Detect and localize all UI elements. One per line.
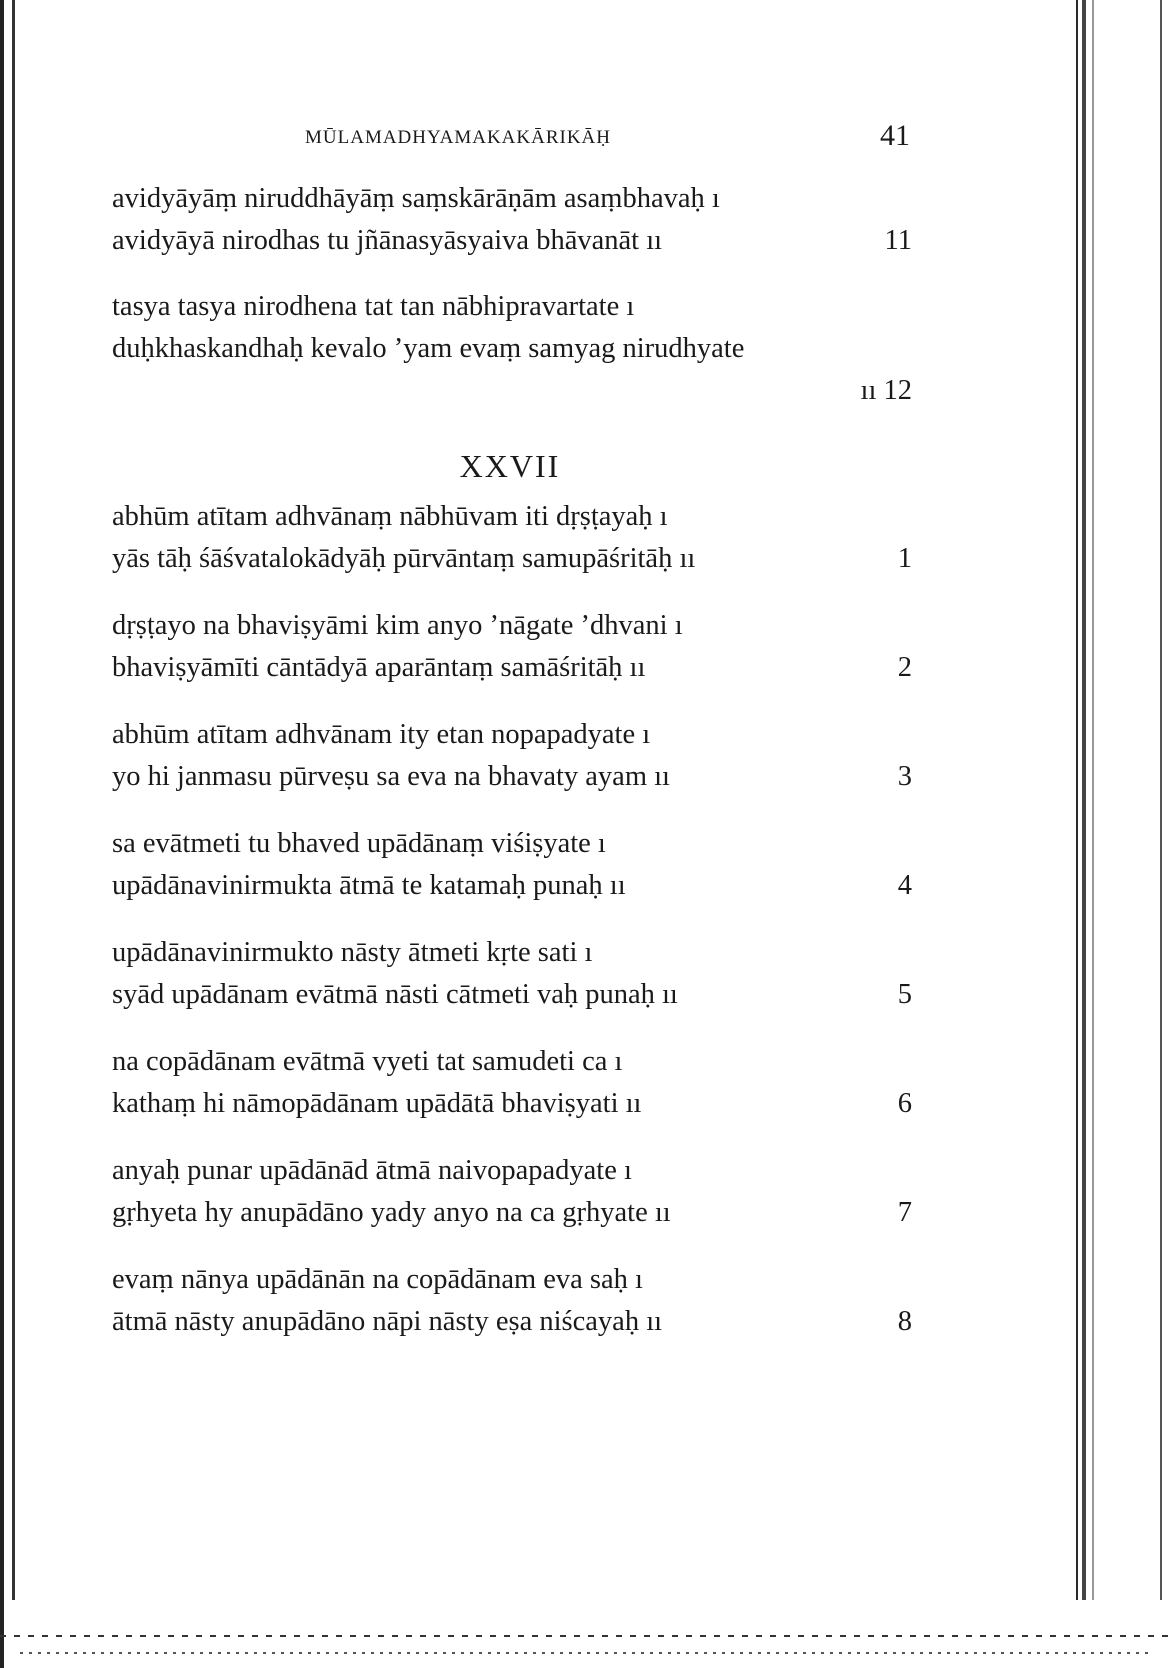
binding-edge — [1076, 0, 1078, 1600]
verse-line: upādānavinirmukta ātmā te katamaḥ punaḥ ıı — [112, 870, 626, 901]
verse-number: 11 — [884, 225, 912, 256]
verse-line: avidyāyā nirodhas tu jñānasyāsyaiva bhāvanāt ıı — [112, 225, 663, 256]
verse-line: na copādānam evātmā vyeti tat samudeti ca ı — [112, 1046, 623, 1077]
running-title: MŪLAMADHYAMAKAKĀRIKĀḤ — [305, 127, 611, 148]
verse-number: 2 — [897, 652, 912, 683]
page-number: 41 — [880, 119, 910, 152]
verse-6 — [112, 1041, 912, 1125]
verse-11 — [112, 178, 912, 262]
verse-line: tasya tasya nirodhena tat tan nābhipravartate ı — [112, 291, 635, 322]
running-header — [305, 119, 910, 161]
page-edge-left — [0, 0, 4, 1668]
verse-4 — [112, 823, 912, 907]
verse-number: 3 — [897, 761, 912, 792]
verse-line: ātmā nāsty anupādāno nāpi nāsty eṣa niścayaḥ ıı — [112, 1306, 663, 1337]
verse-number: 4 — [897, 870, 912, 901]
bottom-edge — [20, 1652, 1150, 1654]
verse-line: yās tāḥ śāśvatalokādyāḥ pūrvāntaṃ samupāśritāḥ ıı — [112, 543, 696, 574]
verse-line: upādānavinirmukto nāsty ātmeti kṛte sati ı — [112, 937, 593, 968]
verse-number: 5 — [897, 979, 912, 1010]
verse-5 — [112, 932, 912, 1016]
verse-3 — [112, 714, 912, 798]
verse-line: abhūm atītam adhvānaṃ nābhūvam iti dṛṣṭayaḥ ı — [112, 501, 668, 532]
binding-edge — [1092, 0, 1094, 1600]
verse-line: avidyāyāṃ niruddhāyāṃ saṃskārāṇām asaṃbhavaḥ ı — [112, 183, 720, 214]
verse-number: 8 — [897, 1306, 912, 1337]
verse-line: duḥkhaskandhaḥ kevalo ’yam evaṃ samyag nirudhyate — [112, 333, 745, 364]
verse-12 — [112, 286, 912, 412]
binding-edge — [1082, 0, 1086, 1600]
verse-number: 6 — [897, 1088, 912, 1119]
page-edge-left-inner — [12, 0, 15, 1600]
verse-line: abhūm atītam adhvānam ity etan nopapadyate ı — [112, 719, 651, 750]
verse-2 — [112, 605, 912, 689]
verse-number: 1 — [897, 543, 912, 574]
verse-line: evaṃ nānya upādānān na copādānam eva saḥ ı — [112, 1264, 643, 1295]
verse-1 — [112, 496, 912, 580]
verse-line: yo hi janmasu pūrveṣu sa eva na bhavaty ayam ıı — [112, 761, 670, 792]
verse-line: sa evātmeti tu bhaved upādānaṃ viśiṣyate ı — [112, 828, 606, 859]
verse-number-line: ıı 12 — [860, 375, 912, 406]
bottom-edge — [0, 1635, 1169, 1637]
verse-8 — [112, 1259, 912, 1343]
verse-number: 7 — [897, 1197, 912, 1228]
verse-line: dṛṣṭayo na bhaviṣyāmi kim anyo ’nāgate ’dhvani ı — [112, 610, 683, 641]
verse-line: syād upādānam evātmā nāsti cātmeti vaḥ punaḥ ıı — [112, 979, 678, 1010]
verse-line: kathaṃ hi nāmopādānam upādātā bhaviṣyati ıı — [112, 1088, 642, 1119]
chapter-heading: XXVII — [459, 448, 561, 484]
verse-line: bhaviṣyāmīti cāntādyā aparāntaṃ samāśritāḥ ıı — [112, 652, 646, 683]
verse-line: anyaḥ punar upādānād ātmā naivopapadyate ı — [112, 1155, 632, 1186]
verse-line: gṛhyeta hy anupādāno yady anyo na ca gṛhyate ıı — [112, 1197, 671, 1228]
binding-edge — [1160, 0, 1162, 1600]
verse-7 — [112, 1150, 912, 1234]
